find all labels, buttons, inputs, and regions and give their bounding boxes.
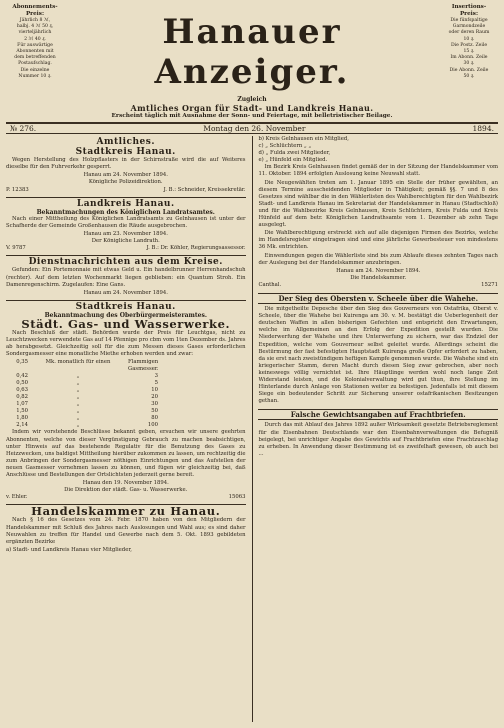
price-box-line: Insertions-: [451, 4, 487, 10]
price-box-line: 30 ₰.: [463, 61, 475, 67]
price-cell: 0,35: [16, 359, 28, 366]
notice-text: Nach § 16 des Gesetzes vom 24. Febr. 1870 haben von den Mitgliedern der Handelskammer mit Schluß des Jahres nach Auslosungen und Wahl aus; es sind daher Neuwahlen zu treffen für Handel und Gewerbe nach dem 5. Okt. 1893 gebildeten ergänzten Bezirke: [6, 517, 246, 545]
price-cell: „: [76, 408, 80, 415]
price-cell: 0,50: [16, 380, 28, 387]
notice-ref: P. 12383: [6, 186, 29, 193]
issue-year: 1894.: [472, 124, 494, 133]
price-box-line: dem betreffenden: [14, 55, 56, 61]
notice-signature-row: [6, 245, 246, 252]
price-box-line: Preis:: [25, 11, 45, 17]
left-column: [6, 136, 246, 722]
notice-signature: Canthal.: [258, 281, 282, 288]
notice-signature-row: [6, 494, 246, 501]
price-cell: 1,80: [16, 415, 28, 422]
price-box-line: Die fünfspaltige: [450, 18, 488, 23]
dateline: [6, 122, 498, 134]
notice-date: Hanau am 24. November 1894.: [83, 172, 168, 179]
notice-text: Indem wir vorstehende Beschlüsse bekannt geben, ersuchen wir unsere geehrten Abonnenten, welche von dieser Vergünstigung Gebrauch zu machen beabsichtigen, unter Hinweis auf das bestehende Regulativ für die Benutzung des Gases zu Heizzwecken, uns baldigst Mittheilung hierüber zukommen zu lassen, um rechtzeitig die zum Anbringen der Sondergasmesser nöthigen Einrichtungen und das Aufstellen der neuen Gasmesser vornehmen lassen zu können, und fügen wir gleichzeitig bei, daß Anschlüsse und Bestellungen der Ortslichtsten jederzeit gerne bereit.: [6, 429, 246, 478]
price-box-line: Die einzelne: [20, 67, 50, 73]
notice-authority: Der Königliche Landrath.: [91, 238, 160, 245]
price-box-line: 50 ₰.: [463, 73, 475, 79]
section-title: Dienstnachrichten aus dem Kreise.: [28, 257, 223, 268]
price-box-line: Preis:: [459, 11, 479, 17]
section-subtitle: Stadtkreis Hanau.: [75, 147, 176, 158]
article-title: Falsche Gewichtsangaben auf Frachtbriefen.: [258, 409, 498, 420]
member-list: [258, 136, 498, 164]
price-box-line: Jährlich 8 ℳ,: [19, 18, 51, 23]
price-row: [6, 359, 246, 373]
price-cell: „: [76, 415, 80, 422]
masthead-line1: Zugleich: [237, 96, 267, 103]
price-cell: „: [76, 401, 80, 408]
price-cell: 80: [151, 415, 158, 422]
notice-ref: 15063: [228, 494, 246, 501]
list-item: c) „ Schlüchtern „ „: [258, 143, 312, 150]
notice-text: Wegen Herstellung des Holzpflasters in der Schirnstraße wird die auf Weiteres dieselbe für den Fuhrverkehr gesperrt.: [6, 157, 246, 171]
list-item: d) „ Fulda zwei Mitglieder,: [258, 150, 331, 157]
notice-text: Die Wahlberechtigung erstreckt sich auf alle diejenigen Firmen des Bezirks, welche im Handelsregister eingetragen sind und eine jährliche Gewerbesteuer von mindestens 36 Mk. entrichten.: [258, 230, 498, 251]
divider: [6, 300, 246, 301]
article-title: Der Sieg des Obersten v. Scheele über die Wahehe.: [258, 293, 498, 304]
price-row: [6, 380, 246, 387]
price-cell: „: [76, 422, 80, 429]
masthead: [6, 4, 498, 136]
notice-ref: V. 9787: [6, 245, 26, 252]
list-item: b) Kreis Gelnhausen ein Mitglied,: [258, 136, 349, 142]
price-cell: 20: [151, 394, 158, 401]
notice-authority: Königliche Polizeidirektion.: [88, 179, 163, 186]
notice-date: Hanau am 23. November 1894.: [83, 231, 168, 238]
masthead-line3: Erscheint täglich mit Ausnahme der Sonn- und Feiertage, mit belletristischer Beilage.: [111, 113, 393, 119]
price-row: [6, 422, 246, 429]
price-cell: 0,42: [16, 373, 28, 380]
price-row: [6, 373, 246, 380]
notice-ref: 15271: [481, 281, 498, 288]
price-box-line: Garmondzeile: [452, 24, 486, 30]
newspaper-title: Hanauer Anzeiger.: [154, 12, 350, 92]
price-cell: Mk. monatlich für einen: [45, 359, 111, 366]
section-subtitle: Bekanntmachung des Oberbürgermeisteramtes.: [44, 311, 207, 319]
price-box-line: Abonnements-: [12, 4, 58, 10]
section-title: Amtliches.: [96, 137, 155, 147]
column-divider: [252, 136, 253, 722]
price-row: [6, 408, 246, 415]
masthead-center: [66, 12, 438, 119]
notice-text: Einwendungen gegen die Wählerliste sind bis zum Ablaufe dieses zehnten Tages nach der Auslegung bei der Handelskammer anzubringen.: [258, 252, 498, 266]
article-text: Die mitgetheilte Depesche über den Sieg des Gouverneurs von Ostafrika, Oberst v. Scheele, über die Wahehe bei Kuirenga am 30. v. M. bestätigt die Ueberlegenheit der deutschen Waffen in allen bisherigen Gefechten und entspricht den Erwartungen, welche im Allgemeinen an den Erfolg der Expedition gestellt wurden. Die Niederwerfung der Wahehe und ihre Unterwerfung zu sichern, war das Endziel der Expedition, welche vom Gouverneur selbst geleitet wurde. Allerdings scheint die Bestürmung der fast befestigten Hauptstadt Kuirenga große Opfer erfordert zu haben, da sie erst nach zweistündigem heftigen Kampfe genommen wurde. Die Wahehe sind ein kriegerischer Stamm, deren Macht durch diesen Sieg zwar gebrochen, aber noch keineswegs völlig vernichtet ist. Ihre Häuptlinge werden wohl noch lange Zeit Widerstand leisten, und die Kolonialverwaltung wird gut thun, ihre Stellung im Hinterlande durch Anlage von Stationen weiter zu befestigen. Jedenfalls ist mit diesem Siege ein bedeutender Schritt zur Sicherung unserer ostafrikanischen Besitzungen gethan.: [258, 306, 498, 405]
masthead-line2: Amtliches Organ für Stadt- und Landkreis Hanau.: [130, 103, 374, 113]
right-column: [258, 136, 498, 722]
price-cell: 0,63: [16, 387, 28, 394]
price-cell: 2,14: [16, 422, 28, 429]
price-box-line: 2 ℳ 40 ₰.: [24, 36, 46, 42]
price-cell: „: [76, 380, 80, 387]
section-title: Stadtkreis Hanau.: [75, 301, 176, 312]
price-cell: „: [76, 373, 80, 380]
advert-price-box: [440, 4, 498, 80]
price-cell: 10: [151, 387, 158, 394]
divider: [6, 255, 246, 256]
price-row: [6, 387, 246, 394]
notice-signature-row: [258, 282, 498, 289]
notice-date: Hanau den 19. November 1894.: [82, 480, 169, 487]
notice-text: Im Bezirk Kreis Gelnhausen findet gemäß der in der Sitzung der Handelskammer vom 11. Oktober. 1894 erfolgten Auslosung keine Neuwahl statt.: [258, 164, 498, 178]
price-box-line: oder deren Raum: [448, 30, 490, 36]
divider: [6, 197, 246, 198]
section-title: Landkreis Hanau.: [76, 198, 175, 209]
price-cell: „: [76, 394, 80, 401]
notice-signature: J. B.: Schneider, Kreissekretär.: [163, 186, 246, 193]
notice-text: Nach Beschluß der städt. Behörden wurde der Preis für Leuchtgas, nicht zu Leuchtzwecken verwendete Gas auf 14 Pfennige pro cbm vom 1ten Dezember ds. Jahres ab herabgesetzt. Gleichzeitig soll für die zum Messen dieses Gases erforderlichen Sondergasmesser eine monatliche Miethe erhoben werden und zwar:: [6, 330, 246, 358]
price-box-line: Postaufschlag.: [18, 61, 52, 67]
price-box-line: 10 ₰.: [463, 36, 475, 42]
issue-date: Montag den 26. November: [203, 124, 306, 133]
price-box-line: Die Postz. Zeile: [450, 42, 488, 48]
price-box-line: Im Abonn. Zeile: [450, 55, 488, 61]
price-cell: 1,50: [16, 408, 28, 415]
price-cell: „: [76, 387, 80, 394]
article-text: Durch das mit Ablauf des Jahres 1892 außer Wirksamkeit gesetzte Betriebsreglement für die Eisenbahnen Deutschlands war den Eisenbahnverwaltungen die Befugniß beigelegt, bei unrichtiger Angabe des Gewichts auf Frachtbriefen eine Frachtzuschlag zu erheben. In Anwendung dieser Bestimmung ist es zweifelhaft gewesen, ob auch bei ...: [258, 422, 498, 457]
price-row: [6, 415, 246, 422]
notice-text: Gefunden: Ein Portemonnaie mit etwas Geld u. Ein handelbrunner Herrenhandschuh (rechter). Auf dem letzten Wochenmarkt liegen geblieben: ein Quantum Stroh. Ein Damenregenschirm. Zugelaufen: Eine Gans.: [6, 267, 246, 288]
price-box-line: 15 ₰.: [463, 49, 475, 55]
price-box-line: halbj. 4 ℳ 50 ₰,: [16, 24, 54, 30]
notice-authority: Die Handelskammer.: [350, 274, 407, 281]
price-cell: 5: [154, 380, 158, 387]
price-list: [6, 359, 246, 429]
price-box-line: Abonnenten mit: [16, 49, 54, 55]
price-cell: 100: [147, 422, 158, 429]
list-item: e) „ Hünfeld ein Mitglied.: [258, 157, 328, 164]
price-row: [6, 394, 246, 401]
notice-signature: v. Ehler.: [6, 494, 28, 501]
section-subtitle: Bekanntmachungen des Königlichen Landratsamtes.: [36, 208, 215, 216]
notice-text: Nach einer Mittheilung des Königlichen Landratsamts zu Gelnhausen ist unter der Schafherde der Gemeinde Großenhausen die Räude ausgebrochen.: [6, 215, 246, 229]
notice-signature-row: [6, 187, 246, 194]
section-headline: Handelskammer zu Hanau.: [31, 504, 221, 519]
notice-date: Hanau am 24. November 1894.: [83, 289, 168, 296]
price-box-line: Die Abonn. Zeile: [449, 67, 489, 73]
section-headline: Städt. Gas- und Wasserwerke.: [21, 316, 231, 331]
price-cell: 50: [151, 408, 158, 415]
price-cell: Flammigen Gasmesser.: [128, 359, 159, 373]
notice-signature: J. B.: Dr. Köhler, Regierungsassessor.: [146, 245, 246, 252]
price-box-line: Nummer 10 ₰.: [18, 73, 52, 79]
price-box-line: Für auswärtige: [17, 42, 53, 48]
issue-number: № 276.: [10, 124, 37, 133]
notice-date: Hanau am 24. November 1894.: [336, 267, 421, 274]
list-item: a) Stadt- und Landkreis Hanau vier Mitglieder,: [6, 546, 132, 553]
price-box-line: vierteljährlich: [18, 30, 52, 36]
subscription-price-box: [6, 4, 64, 80]
price-cell: 1,07: [16, 401, 28, 408]
price-row: [6, 401, 246, 408]
notice-authority: Die Direktion der städt. Gas- u. Wasserwerke.: [64, 487, 188, 494]
price-cell: 3: [154, 373, 158, 380]
price-cell: 30: [151, 401, 158, 408]
price-cell: 0,82: [16, 394, 28, 401]
notice-text: Die Neugewählten treten am 1. Januar 1895 ein Stelle der früher gewählten, an diesem Termine ausscheidenden Mitglieder in Thätigkeit; gemäß §§. 7 und 8 des Gesetzes sind wählbar die in den Wählerlisten des Wahlberechtigten für den Wahlbezirk Stadt- und Landkreis Hanau im Sekretariat der Handelskammer in Hanau (Stadtschloß) und für die Wahlbezirke Kreis Gelnhausen, Kreis Schlüchtern, Kreis Fulda und Kreis Hünfeld auf dem betr. Königlichen Landrathsamte vom 1. Dezember ab zehn Tage ausgelegt.: [258, 179, 498, 229]
columns: [6, 136, 498, 722]
